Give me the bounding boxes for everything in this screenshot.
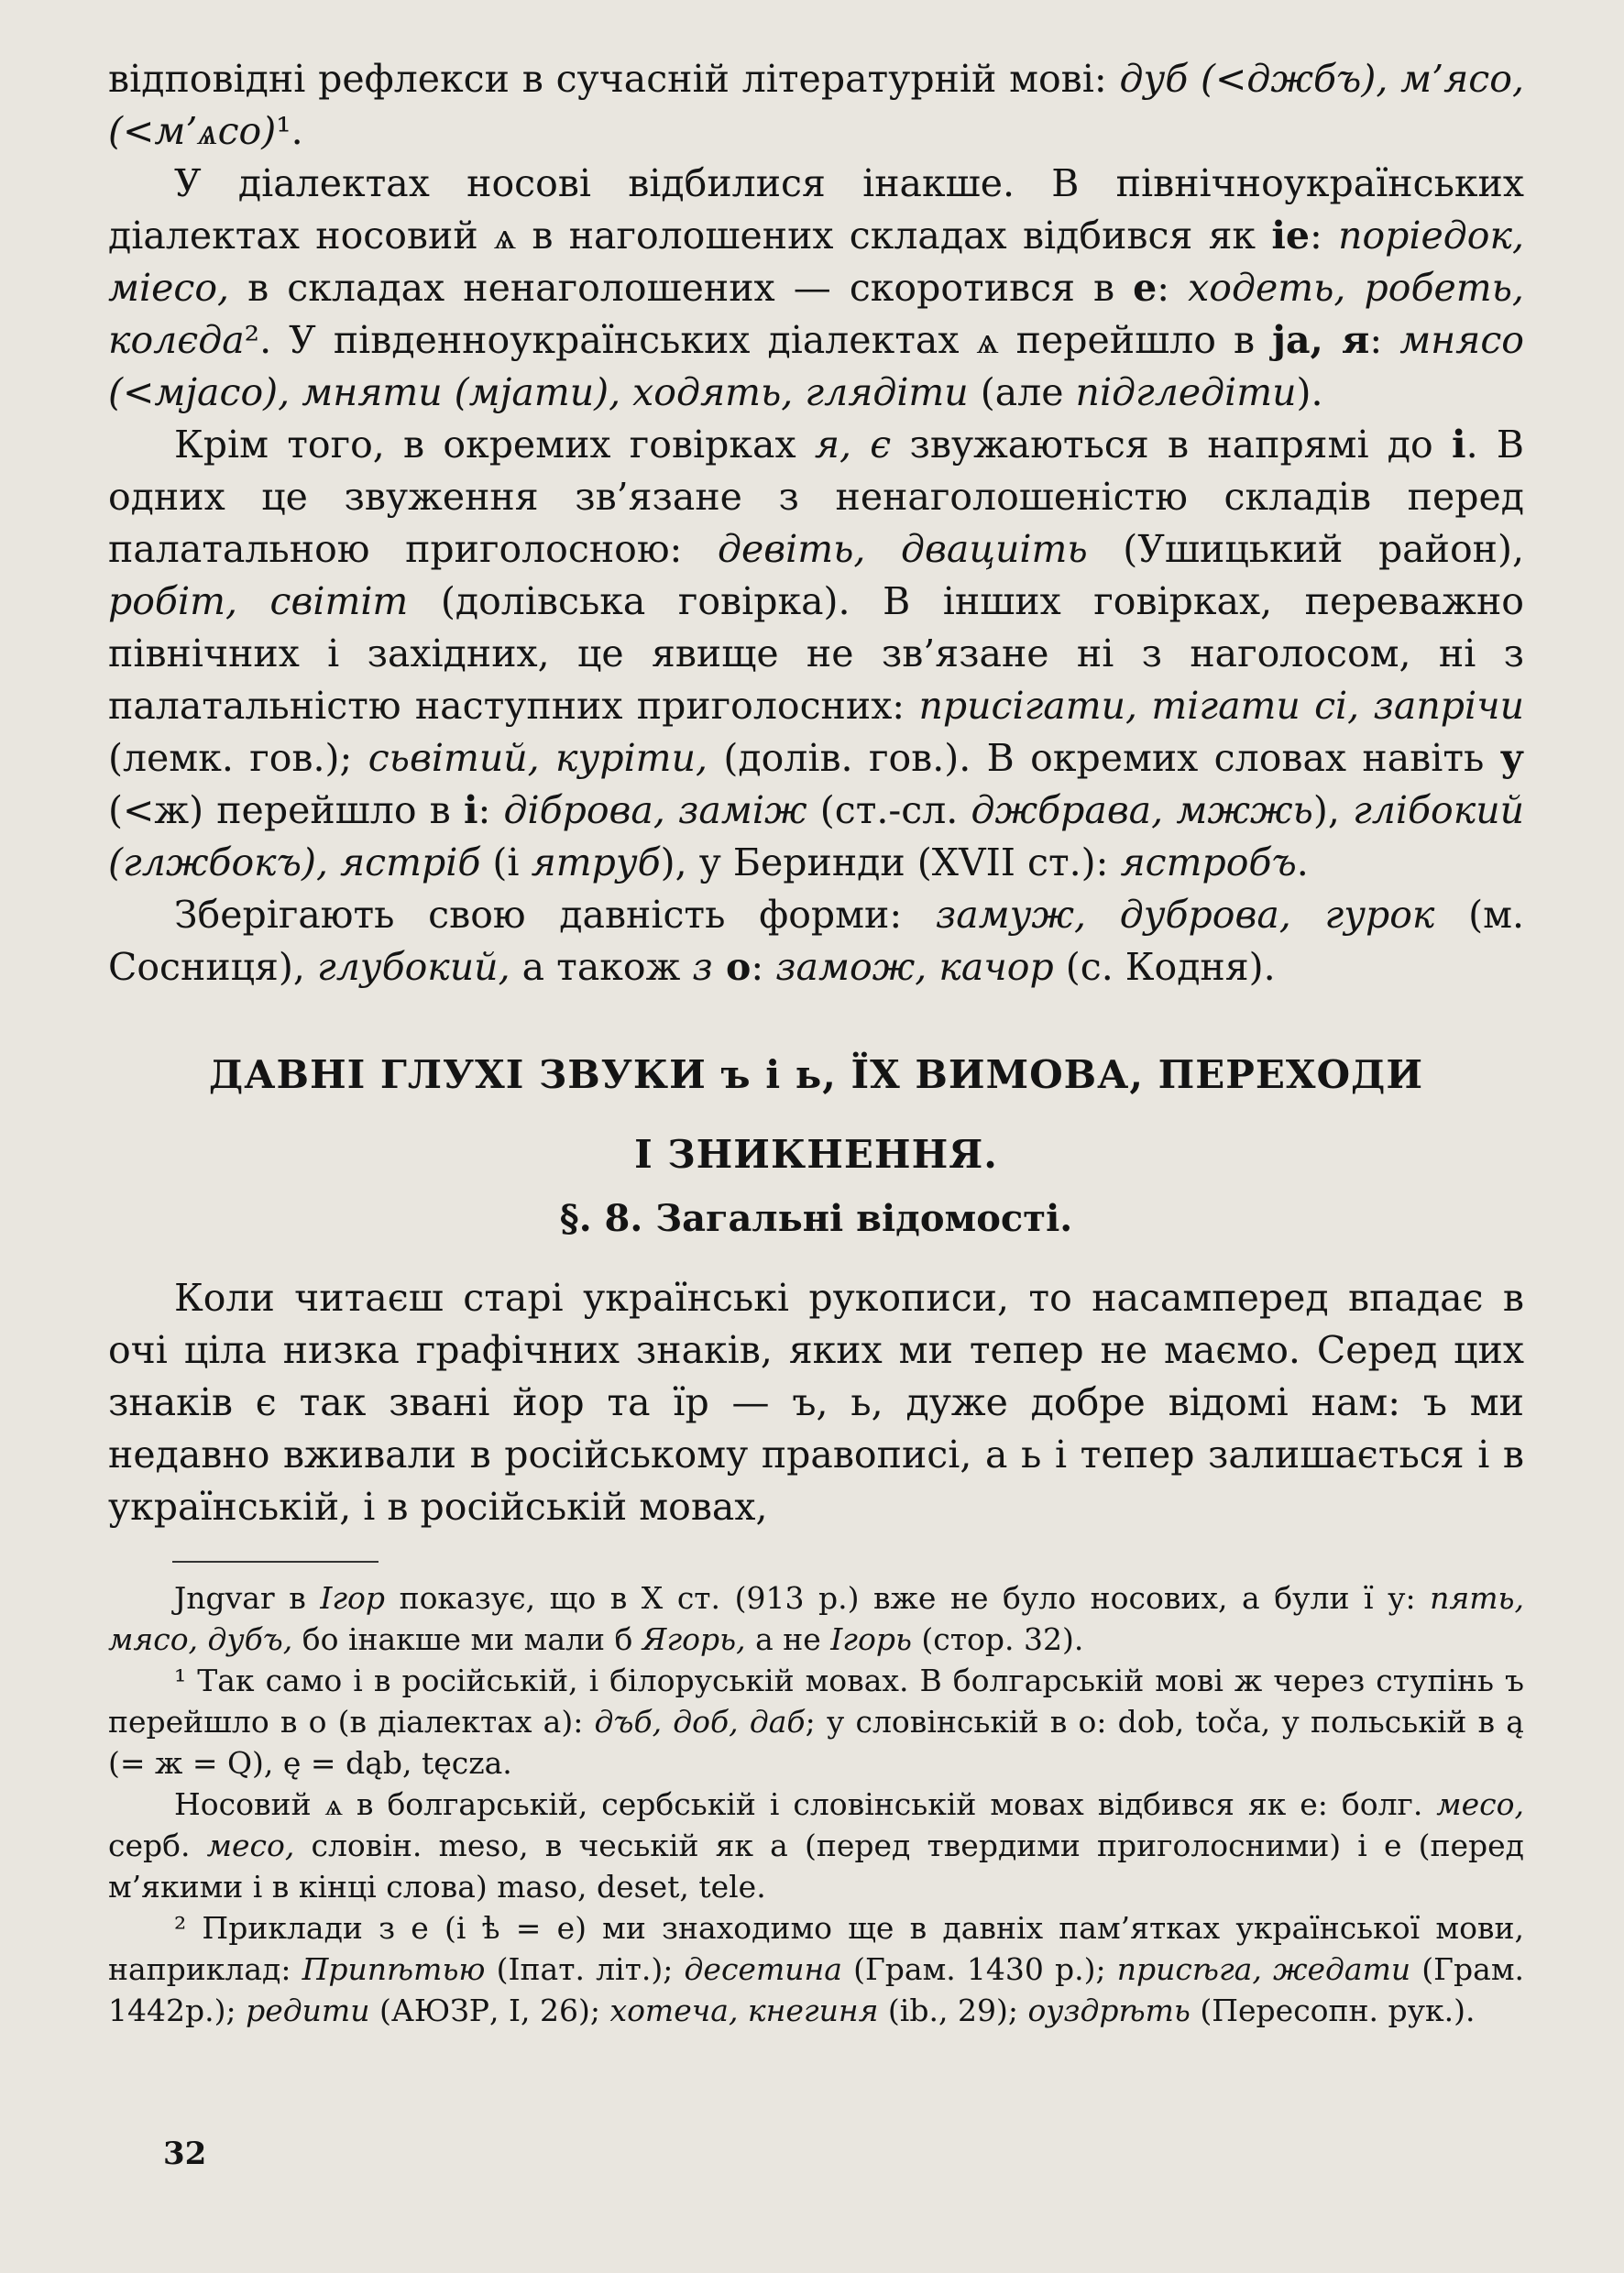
text: Крім того, в окремих говірках	[174, 423, 815, 467]
text: ; у словінській в о: dob, toča, у польській в ą (= ж = Q), ę = dąb, tęcza.	[108, 1704, 1524, 1781]
italic-text: месо,	[206, 1828, 295, 1863]
italic-text: я, є	[814, 423, 892, 467]
bold-text: і	[463, 788, 478, 832]
text: :	[477, 788, 504, 832]
italic-text: оуздрѣть	[1027, 1993, 1191, 2028]
text: (м. Сосниця),	[108, 893, 1525, 989]
text: відповідні рефлекси в сучасній літературній мові:	[108, 57, 1120, 101]
italic-text: сьвітий, куріти,	[368, 736, 708, 780]
text: :	[1157, 266, 1189, 310]
italic-text: месо,	[1436, 1786, 1524, 1822]
bold-text: іе	[1271, 214, 1310, 258]
italic-text: робіт, світіт	[108, 579, 409, 623]
text: (Пересопн. рук.).	[1190, 1993, 1476, 2028]
footnote-1-continued	[108, 1784, 1524, 1907]
italic-text: Ягорь,	[642, 1621, 746, 1657]
text: показує, що в X ст. (913 р.) вже не було носових, а були ї у:	[385, 1580, 1431, 1616]
text: (<ж) перейшло в	[108, 788, 464, 832]
text: ), у Беринди (XVII ст.):	[660, 840, 1121, 884]
italic-text: замож, качор	[775, 945, 1054, 989]
italic-text: девіть, двациіть	[717, 527, 1088, 571]
text: Зберігають свою давність форми:	[174, 893, 936, 937]
text: серб.	[108, 1828, 207, 1863]
text: (Грам. 1430 р.);	[841, 1951, 1117, 1987]
italic-text: поріедок, міесо,	[108, 214, 1524, 310]
text: ² Приклади з е (і ѣ = е) ми знаходимо ще в давніх пам’ятках української мови, наприклад:	[108, 1910, 1524, 1987]
footnote-divider	[172, 1561, 379, 1563]
italic-text: ятруб	[531, 840, 661, 884]
italic-text: мнясо (<мјасо), мняти (мјати), ходять, глядіти	[108, 318, 1524, 414]
page-text	[108, 53, 1524, 2031]
text: (долівська говірка). В інших говірках, переважно північних і західних, це явище не зв’язане ні з наголосом, ні з палатальністю наступних приголосних:	[108, 579, 1524, 728]
text: (ib., 29);	[878, 1993, 1028, 2028]
text: (ст.-сл.	[807, 788, 971, 832]
text: словін. meso, в чеській як а (перед твердими приголосними) і е (перед м’якими і в кінці слова) maso, deset, tele.	[108, 1828, 1524, 1905]
text: Jngvar в	[174, 1580, 321, 1616]
italic-text: присѣга, жедати	[1116, 1951, 1411, 1987]
bold-text: ја, я	[1272, 318, 1370, 362]
italic-text: глубокий,	[316, 945, 510, 989]
text: ),	[1312, 788, 1354, 832]
text: а також	[510, 945, 693, 989]
italic-text: редити	[246, 1993, 370, 2028]
text: :	[1310, 214, 1339, 258]
text: :	[751, 945, 776, 989]
italic-text: десетина	[684, 1951, 842, 1987]
text: (лемк. гов.);	[108, 736, 368, 780]
text: (стор. 32).	[911, 1621, 1084, 1657]
footnote-0	[108, 1577, 1524, 1660]
text: :	[1369, 318, 1400, 362]
italic-text: джбрава, мжжь	[971, 788, 1313, 832]
paragraph-4	[108, 889, 1524, 994]
text: ². У південноукраїнських діалектах ѧ перейшло в	[244, 318, 1273, 362]
text: .	[1296, 840, 1309, 884]
italic-text: Припѣтью	[302, 1951, 486, 1987]
text: звужаються в напрямі до	[891, 423, 1452, 467]
italic-text: дъб, доб, даб	[594, 1704, 806, 1740]
footnote-1	[108, 1660, 1524, 1784]
paragraph-1	[108, 53, 1524, 158]
italic-text: пять, мясо, дубъ,	[108, 1580, 1524, 1657]
text: в складах ненаголошених — скоротився в	[229, 266, 1134, 310]
text: бо інакше ми мали б	[292, 1621, 642, 1657]
chapter-heading: ДАВНІ ГЛУХІ ЗВУКИ ъ і ь, ЇХ ВИМОВА, ПЕРЕХОДИ	[208, 1052, 1424, 1097]
text: . В одних це звуження зв’язане з ненаголошеністю складів перед палатальною приголосною:	[108, 423, 1524, 571]
italic-text: замуж, дуброва, гурок	[935, 893, 1435, 937]
italic-text: Ігор	[320, 1580, 386, 1616]
text: а не	[745, 1621, 831, 1657]
text: ¹ Так само і в російській, і білоруській мовах. В болгарській мові ж через ступінь ъ перейшло в о (в діалектах а):	[108, 1663, 1524, 1740]
italic-text: діброва, заміж	[503, 788, 807, 832]
page-number: 32	[163, 2136, 207, 2172]
paragraph-3	[108, 419, 1524, 889]
footnotes	[108, 1577, 1524, 2031]
text: (с. Кодня).	[1053, 945, 1276, 989]
paragraph-5: Коли читаєш старі українські рукописи, то насамперед впадає в очі ціла низка графічних знаків, яких ми тепер не маємо. Серед цих знаків є так звані йор та їр — ъ, ь, дуже добре відомі нам: ъ ми недавно вживали в російському правописі, а ь і тепер залишається і в українській, і в російській мовах,	[108, 1276, 1524, 1529]
italic-text: хотеча, кнегиня	[609, 1993, 879, 2028]
paragraph-2	[108, 158, 1524, 419]
bold-text: у	[1499, 736, 1524, 780]
italic-text: підгледіти	[1075, 370, 1297, 414]
chapter-heading-line-2: І ЗНИКНЕННЯ.	[634, 1132, 998, 1177]
text: (Грам. 1442р.);	[108, 1951, 1524, 2028]
italic-text: ходеть, робеть, колєда	[108, 266, 1524, 362]
text: (долів. гов.). В окремих словах навіть	[708, 736, 1500, 780]
text: (АЮЗР, І, 26);	[369, 1993, 610, 2028]
text: У діалектах носові відбилися інакше. В північноукраїнських діалектах носовий ѧ в наголошених складах відбився як	[108, 161, 1524, 258]
text: ).	[1296, 370, 1323, 414]
italic-text: дуб (<джбъ), м’ясо, (<м’ѧсо)	[108, 57, 1524, 153]
text: (але	[968, 370, 1076, 414]
bold-text: е	[1133, 266, 1158, 310]
italic-text: з	[692, 945, 713, 989]
text: (Ушицький район),	[1087, 527, 1524, 571]
section-heading: §. 8. Загальні відомості.	[559, 1197, 1073, 1240]
text: (Іпат. літ.);	[485, 1951, 685, 1987]
italic-text: присігати, тігати сі, запрічи	[918, 684, 1524, 728]
italic-text: глібокий (глжбокъ), ястріб	[108, 788, 1525, 884]
bold-text: і	[1452, 423, 1466, 467]
bold-text: о	[712, 945, 752, 989]
italic-text: ястробъ	[1120, 840, 1297, 884]
footnote-2	[108, 1907, 1524, 2031]
footnote-ref: ¹.	[276, 109, 303, 153]
text: (і	[480, 840, 532, 884]
italic-text: Ігорь	[830, 1621, 912, 1657]
text: Носовий ѧ в болгарській, сербській і словінській мовах відбився як е: болг.	[174, 1786, 1437, 1822]
